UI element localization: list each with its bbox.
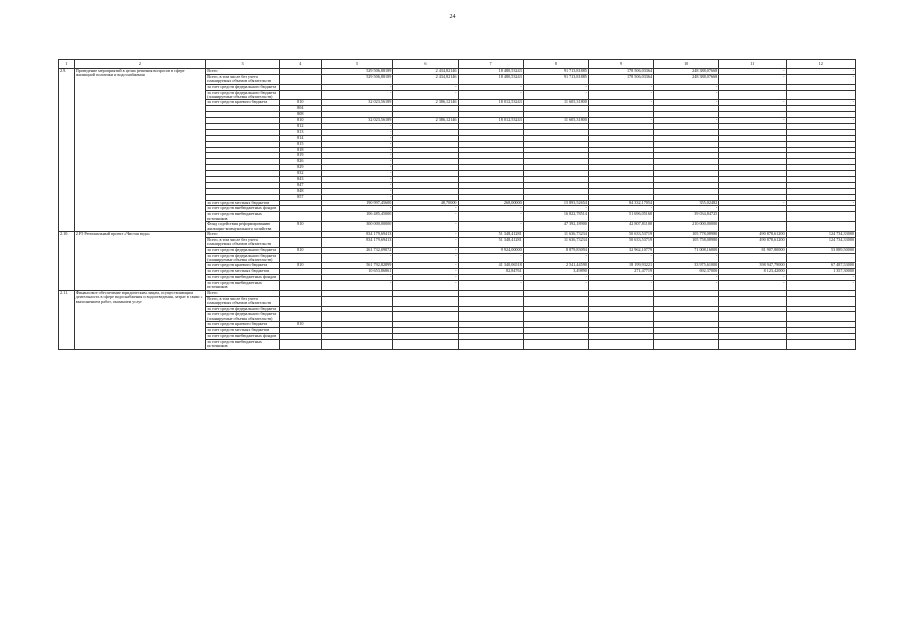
amount-cell: - xyxy=(588,100,653,106)
amount-cell: - xyxy=(458,206,523,212)
amount-cell: - xyxy=(786,118,855,124)
amount-cell: 248 388,07668 xyxy=(654,69,719,75)
amount-cell xyxy=(458,339,523,349)
amount-cell xyxy=(321,296,392,306)
amount-cell: - xyxy=(458,90,523,100)
amount-cell: 18 480,53243 xyxy=(458,69,523,75)
amount-cell xyxy=(458,312,523,322)
amount-cell: - xyxy=(786,200,855,206)
amount-cell: - xyxy=(321,159,392,165)
funding-source: Фонд содействия реформированию жилищно-коммунального хозяйства xyxy=(206,222,280,232)
budget-code: 843 xyxy=(279,176,321,182)
amount-cell: 529 506,88189 xyxy=(321,74,392,84)
amount-cell: - xyxy=(654,90,719,100)
amount-cell: 2 541,44590 xyxy=(523,263,588,269)
amount-cell xyxy=(719,222,786,232)
amount-cell: 490 878,61200 xyxy=(719,237,786,247)
amount-cell: 32 023,56189 xyxy=(321,100,392,106)
funding-source: за счет средств внебюджетных источников xyxy=(206,212,280,222)
funding-source: Всего xyxy=(206,231,280,237)
amount-cell: - xyxy=(458,222,523,232)
amount-cell: - xyxy=(393,212,458,222)
amount-cell xyxy=(393,312,458,322)
column-header: 2 xyxy=(74,60,205,69)
amount-cell: - xyxy=(393,275,458,281)
amount-cell: - xyxy=(321,206,392,212)
amount-cell xyxy=(719,296,786,306)
amount-cell: - xyxy=(654,275,719,281)
funding-source: за счет средств внебюджетных источников xyxy=(206,339,280,349)
column-header: 8 xyxy=(523,60,588,69)
amount-cell: 42 807,81100 xyxy=(588,222,653,232)
budget-code xyxy=(279,90,321,100)
amount-cell: 124 734,33000 xyxy=(786,237,855,247)
amount-cell: - xyxy=(458,281,523,291)
amount-cell: 11 636,73234 xyxy=(523,231,588,237)
amount-cell: 561 792,82899 xyxy=(321,263,392,269)
amount-cell: - xyxy=(321,253,392,263)
amount-cell: 33 975,61000 xyxy=(654,263,719,269)
amount-cell: - xyxy=(321,275,392,281)
amount-cell: 11 605,31800 xyxy=(523,100,588,106)
budget-code: 815 xyxy=(279,141,321,147)
budget-code xyxy=(279,253,321,263)
amount-cell xyxy=(654,312,719,322)
amount-cell xyxy=(523,339,588,349)
budget-code: 808 xyxy=(279,112,321,118)
column-header: 11 xyxy=(719,60,786,69)
amount-cell: 91 713,81885 xyxy=(523,74,588,84)
amount-cell xyxy=(719,312,786,322)
amount-cell: - xyxy=(321,188,392,194)
funding-source: за счет средств внебюджетных фондов xyxy=(206,275,280,281)
amount-cell: 105 778,08980 xyxy=(654,231,719,237)
amount-cell: - xyxy=(321,171,392,177)
budget-code: 810 xyxy=(279,263,321,269)
amount-cell: 18 012,53243 xyxy=(458,100,523,106)
amount-cell: 490 878,61200 xyxy=(719,231,786,237)
amount-cell: - xyxy=(654,253,719,263)
budget-code xyxy=(279,339,321,349)
amount-cell xyxy=(786,296,855,306)
amount-cell: - xyxy=(321,147,392,153)
amount-cell xyxy=(654,339,719,349)
amount-cell: 8 879,83094 xyxy=(523,247,588,253)
amount-cell: - xyxy=(786,69,855,75)
funding-source: Всего xyxy=(206,69,280,75)
amount-cell: - xyxy=(321,141,392,147)
amount-cell: 16 822,78514 xyxy=(523,212,588,222)
amount-cell xyxy=(719,339,786,349)
amount-cell: - xyxy=(523,281,588,291)
amount-cell: 53 889,50000 xyxy=(786,247,855,253)
amount-cell: 178 506,03364 xyxy=(588,74,653,84)
amount-cell: 11 636,73234 xyxy=(523,237,588,247)
amount-cell: - xyxy=(654,84,719,90)
amount-cell: 529 506,88189 xyxy=(321,69,392,75)
amount-cell: - xyxy=(393,84,458,90)
budget-code: 814 xyxy=(279,135,321,141)
amount-cell: - xyxy=(393,206,458,212)
amount-cell: - xyxy=(588,253,653,263)
section-number: 2.11. xyxy=(59,290,75,349)
amount-cell: - xyxy=(786,74,855,84)
amount-cell: - xyxy=(786,275,855,281)
column-header: 7 xyxy=(458,60,523,69)
amount-cell: - xyxy=(321,135,392,141)
amount-cell: - xyxy=(654,118,719,124)
amount-cell: - xyxy=(654,100,719,106)
amount-cell: - xyxy=(786,100,855,106)
budget-code xyxy=(279,296,321,306)
funding-source: за счет средств краевого бюджета xyxy=(206,100,280,106)
budget-code xyxy=(279,312,321,322)
amount-cell: - xyxy=(321,123,392,129)
amount-cell: 18 480,53243 xyxy=(458,74,523,84)
amount-cell: - xyxy=(321,194,392,200)
amount-cell: - xyxy=(458,84,523,90)
amount-cell: 81 907,80000 xyxy=(719,247,786,253)
amount-cell: - xyxy=(393,263,458,269)
amount-cell: 271,47719 xyxy=(588,269,653,275)
amount-cell: 355,02482 xyxy=(654,200,719,206)
amount-cell: 2 434,82146 xyxy=(393,74,458,84)
budget-code xyxy=(279,212,321,222)
amount-cell: - xyxy=(523,90,588,100)
amount-cell: 50 633,53719 xyxy=(588,231,653,237)
column-header: 9 xyxy=(588,60,653,69)
amount-cell: - xyxy=(321,182,392,188)
amount-cell: 10 653,86861 xyxy=(321,269,392,275)
amount-cell xyxy=(786,222,855,232)
budget-code: 857 xyxy=(279,194,321,200)
funding-source: Всего, в том числе без учета планируемых объемов обязательств xyxy=(206,296,280,306)
amount-cell: - xyxy=(523,206,588,212)
amount-cell: 18 199,93221 xyxy=(588,263,653,269)
column-header: 10 xyxy=(654,60,719,69)
budget-code: 848 xyxy=(279,188,321,194)
amount-cell: 261 732,09872 xyxy=(321,247,392,253)
amount-cell: 124 734,33000 xyxy=(786,231,855,237)
budget-code xyxy=(279,281,321,291)
amount-cell: - xyxy=(588,275,653,281)
amount-cell: 834 179,69413 xyxy=(321,237,392,247)
funding-source: за счет средств внебюджетных фондов xyxy=(206,334,280,340)
amount-cell: 190 997,45600 xyxy=(321,200,392,206)
amount-cell: 300 000,00000 xyxy=(321,222,392,232)
budget-code: 812 xyxy=(279,123,321,129)
amount-cell xyxy=(523,296,588,306)
amount-cell xyxy=(321,312,392,322)
amount-cell: 41 340,06518 xyxy=(458,263,523,269)
amount-cell xyxy=(786,90,855,100)
amount-cell: 692,37000 xyxy=(654,269,719,275)
budget-code: 826 xyxy=(279,159,321,165)
funding-source: за счет средств местных бюджетов xyxy=(206,328,280,334)
budget-code xyxy=(279,74,321,84)
amount-cell: - xyxy=(523,84,588,90)
funding-source: за счет средств федерального бюджета xyxy=(206,306,280,312)
amount-cell: - xyxy=(321,84,392,90)
amount-cell: - xyxy=(321,129,392,135)
section-title: 2.F5 Региональный проект «Чистая вода» xyxy=(74,231,205,290)
amount-cell: - xyxy=(393,90,458,100)
amount-cell: - xyxy=(321,90,392,100)
amount-cell: - xyxy=(588,281,653,291)
amount-cell: - xyxy=(393,247,458,253)
amount-cell: 48,70000 xyxy=(393,200,458,206)
column-header: 5 xyxy=(321,60,392,69)
amount-cell: - xyxy=(719,275,786,281)
budget-code: 810 xyxy=(279,100,321,106)
amount-cell: 2 386,12146 xyxy=(393,118,458,124)
amount-cell: 39 034,84725 xyxy=(654,212,719,222)
funding-source: за счет средств федерального бюджета (планируемые объемы обязательств) xyxy=(206,90,280,100)
amount-cell: - xyxy=(654,206,719,212)
budget-code: 804 xyxy=(279,106,321,112)
amount-cell: - xyxy=(654,281,719,291)
amount-cell: 2 434,82146 xyxy=(393,69,458,75)
amount-cell: - xyxy=(458,212,523,222)
budget-code: 832 xyxy=(279,171,321,177)
amount-cell: - xyxy=(719,200,786,206)
amount-cell: 210 000,00000 xyxy=(654,222,719,232)
header-row xyxy=(59,60,856,69)
amount-cell: 51 348,41281 xyxy=(458,231,523,237)
budget-code: 819 xyxy=(279,153,321,159)
amount-cell xyxy=(786,212,855,222)
amount-cell: - xyxy=(719,118,786,124)
amount-cell: - xyxy=(588,118,653,124)
funding-source: за счет средств местных бюджетов xyxy=(206,200,280,206)
amount-cell: - xyxy=(458,253,523,263)
funding-source: за счет средств внебюджетных фондов xyxy=(206,206,280,212)
amount-cell: 105 758,08980 xyxy=(654,237,719,247)
budget-code: 847 xyxy=(279,182,321,188)
amount-cell: 50 633,53719 xyxy=(588,237,653,247)
amount-cell xyxy=(523,312,588,322)
amount-cell: - xyxy=(393,222,458,232)
amount-cell: - xyxy=(393,281,458,291)
amount-cell: 398 947,79000 xyxy=(719,263,786,269)
amount-cell: 18 012,53243 xyxy=(458,118,523,124)
funding-source: за счет средств федерального бюджета (планируемые объемы обязательств) xyxy=(206,312,280,322)
budget-code: 810 xyxy=(279,118,321,124)
column-header: 6 xyxy=(393,60,458,69)
budget-table xyxy=(58,59,856,350)
amount-cell xyxy=(321,339,392,349)
amount-cell xyxy=(786,339,855,349)
section-number: 2.9. xyxy=(59,69,75,232)
funding-source: за счет средств федерального бюджета (планируемые объемы обязательств) xyxy=(206,253,280,263)
amount-cell: - xyxy=(523,253,588,263)
amount-cell: - xyxy=(393,237,458,247)
amount-cell xyxy=(654,296,719,306)
column-header: 3 xyxy=(206,60,280,69)
section-number: 2.10. xyxy=(59,231,75,290)
amount-cell: 11 605,31800 xyxy=(523,118,588,124)
amount-cell: - xyxy=(321,176,392,182)
funding-source: за счет средств краевого бюджета xyxy=(206,263,280,269)
budget-code: 810 xyxy=(279,222,321,232)
amount-cell: 8 123,42000 xyxy=(719,269,786,275)
amount-cell xyxy=(458,296,523,306)
amount-cell: - xyxy=(588,206,653,212)
amount-cell: 51 348,41281 xyxy=(458,237,523,247)
amount-cell xyxy=(393,339,458,349)
amount-cell: - xyxy=(393,269,458,275)
amount-cell: 9 924,00000 xyxy=(458,247,523,253)
funding-source: за счет средств краевого бюджета xyxy=(206,322,280,328)
amount-cell: 1 357,30000 xyxy=(786,269,855,275)
budget-code: 810 xyxy=(279,247,321,253)
amount-cell xyxy=(588,339,653,349)
funding-source: Всего, в том числе без учета планируемых объемов обязательств xyxy=(206,237,280,247)
budget-code: 829 xyxy=(279,165,321,171)
amount-cell: - xyxy=(786,281,855,291)
amount-cell: - xyxy=(588,90,653,100)
amount-cell: 82,84761 xyxy=(458,269,523,275)
amount-cell: 3,49890 xyxy=(523,269,588,275)
column-header: 4 xyxy=(279,60,321,69)
amount-cell xyxy=(588,312,653,322)
amount-cell: 2 386,12146 xyxy=(393,100,458,106)
amount-cell: 67 487,53000 xyxy=(786,263,855,269)
funding-source: за счет средств федерального бюджета xyxy=(206,247,280,253)
amount-cell: - xyxy=(458,275,523,281)
funding-source: за счет средств местных бюджетов xyxy=(206,269,280,275)
budget-code: 813 xyxy=(279,129,321,135)
amount-cell: 178 506,03364 xyxy=(588,69,653,75)
column-header: 12 xyxy=(786,60,855,69)
amount-cell xyxy=(719,90,786,100)
amount-cell: - xyxy=(393,253,458,263)
amount-cell: 15 893,52654 xyxy=(523,200,588,206)
funding-source: за счет средств внебюджетных источников xyxy=(206,281,280,291)
amount-cell xyxy=(719,253,786,263)
amount-cell: - xyxy=(523,275,588,281)
section-title: Проведение мероприятий в целях решения вопросов в сфере жилищной политики и водоснабжения xyxy=(74,69,205,232)
amount-cell xyxy=(786,253,855,263)
amount-cell: - xyxy=(321,153,392,159)
amount-cell: 32 023,56189 xyxy=(321,118,392,124)
budget-code: 818 xyxy=(279,147,321,153)
funding-source: за счет средств федерального бюджета xyxy=(206,84,280,90)
column-header: 1 xyxy=(59,60,75,69)
budget-code: 810 xyxy=(279,322,321,328)
funding-source: Всего xyxy=(206,290,280,296)
amount-cell xyxy=(786,312,855,322)
amount-cell xyxy=(588,296,653,306)
amount-cell: 47 392,18900 xyxy=(523,222,588,232)
amount-cell: - xyxy=(719,281,786,291)
amount-cell: - xyxy=(393,231,458,237)
amount-cell: 268,00000 xyxy=(458,200,523,206)
amount-cell: 248 388,07668 xyxy=(654,74,719,84)
amount-cell xyxy=(393,296,458,306)
amount-cell xyxy=(719,212,786,222)
section-title: Финансовое обеспечение юридическим лицам, осуществляющим деятельность в сфере водоснабжения и водоотведения, затрат в связи с выполнением работ, оказанием услуг xyxy=(74,290,205,349)
amount-cell: 106 485,45000 xyxy=(321,212,392,222)
amount-cell: - xyxy=(321,281,392,291)
page-number: 24 xyxy=(449,14,456,20)
amount-cell: 71 008,16000 xyxy=(654,247,719,253)
amount-cell: 91 713,81885 xyxy=(523,69,588,75)
amount-cell: - xyxy=(719,74,786,84)
amount-cell: - xyxy=(321,165,392,171)
amount-cell: 51 696,05160 xyxy=(588,212,653,222)
amount-cell: - xyxy=(719,69,786,75)
amount-cell: 32 962,10779 xyxy=(588,247,653,253)
funding-source: Всего, в том числе без учета планируемых объемов обязательств xyxy=(206,74,280,84)
budget-code xyxy=(279,237,321,247)
amount-cell: 84 332,17054 xyxy=(588,200,653,206)
amount-cell: - xyxy=(719,100,786,106)
amount-cell: - xyxy=(588,84,653,90)
amount-cell: 834 179,69413 xyxy=(321,231,392,237)
